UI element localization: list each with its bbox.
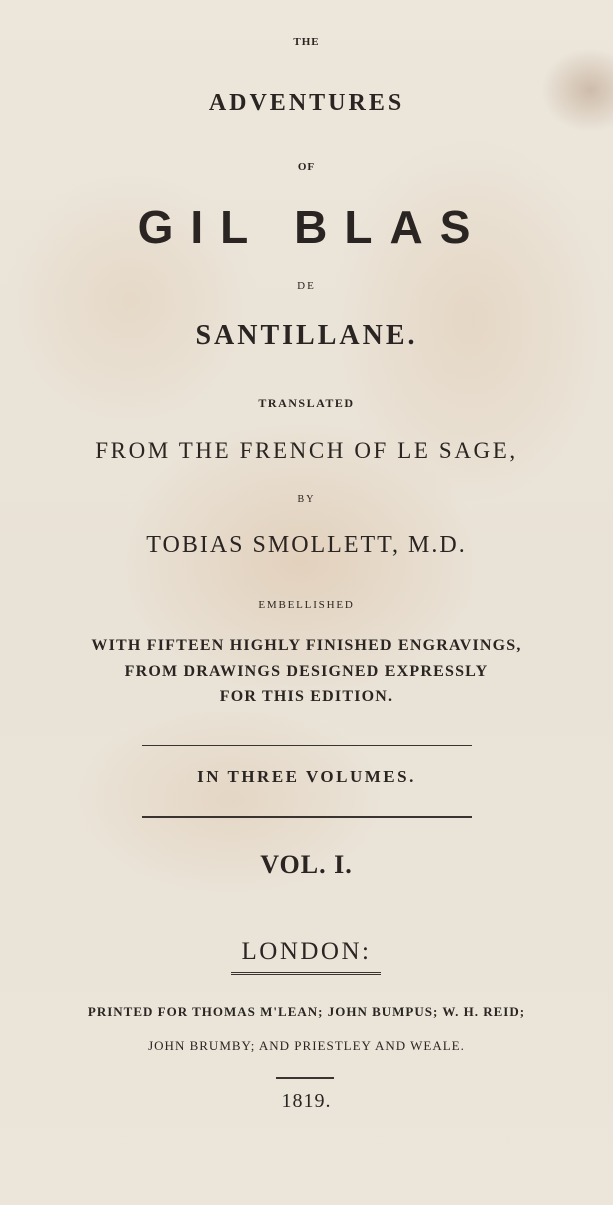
imprint-city-rule: [231, 972, 381, 976]
translator-name: TOBIAS SMOLLETT, M.D.: [146, 532, 467, 558]
from-french-line: FROM THE FRENCH OF LE SAGE,: [95, 438, 518, 463]
title-santillane: SANTILLANE.: [195, 320, 418, 351]
title-de: DE: [297, 280, 316, 292]
engravings-line-2: FROM DRAWINGS DESIGNED EXPRESSLY: [124, 663, 489, 680]
title-of: OF: [297, 161, 316, 173]
imprint-city: LONDON:: [241, 938, 372, 965]
embellished-label: EMBELLISHED: [258, 599, 355, 611]
divider-rule-top: [142, 745, 472, 746]
printers-line-1: PRINTED FOR THOMAS M'LEAN; JOHN BUMPUS; W. H. REID;: [87, 1004, 526, 1019]
translated-label: TRANSLATED: [258, 396, 355, 410]
divider-rule-bottom: [142, 816, 472, 818]
volume-number: VOL. I.: [260, 850, 353, 879]
engravings-line-3: FOR THIS EDITION.: [219, 688, 394, 705]
imprint-year: 1819.: [281, 1090, 332, 1112]
title-name: GIL BLAS: [137, 201, 488, 253]
by-label: BY: [297, 494, 316, 505]
volumes-line: IN THREE VOLUMES.: [197, 767, 416, 786]
year-rule: [276, 1077, 334, 1079]
engravings-line-1: WITH FIFTEEN HIGHLY FINISHED ENGRAVINGS,: [91, 637, 522, 654]
title-the: THE: [293, 36, 320, 48]
printers-line-2: JOHN BRUMBY; AND PRIESTLEY AND WEALE.: [148, 1038, 465, 1053]
title-adventures: ADVENTURES: [208, 90, 405, 116]
